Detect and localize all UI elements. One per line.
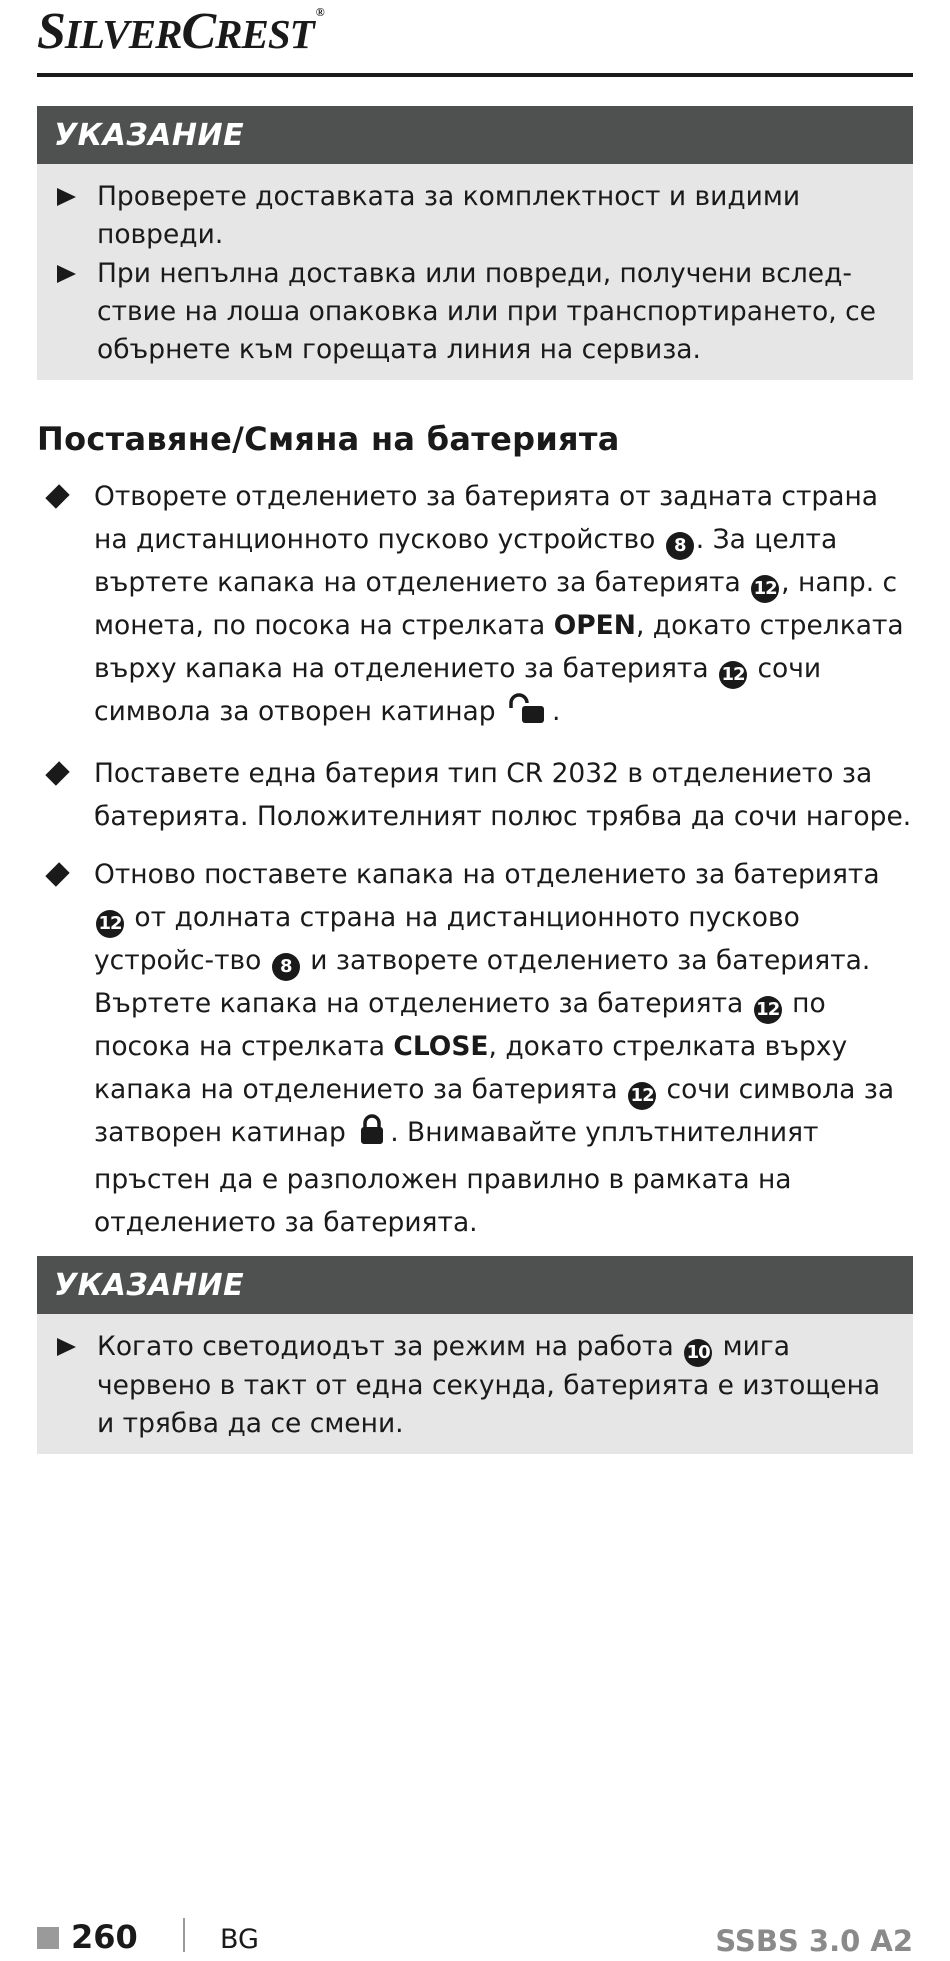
note-box-2 bbox=[37, 1256, 913, 1454]
footer-divider bbox=[183, 1918, 185, 1952]
model-number: SSBS 3.0 A2 bbox=[715, 1924, 913, 1958]
diamond-bullet-icon bbox=[45, 862, 69, 886]
note-item: При непълна доставка или повреди, получени вслед-ствие на лоша опаковка или при транспортирането, се обърнете към горещата линия на сервиза. bbox=[55, 255, 897, 369]
page-number: 260 bbox=[71, 1918, 138, 1956]
step-3: Отново поставете капака на отделението за батерията 12 от долната страна на дистанционното пусково устройс-тво 8 и затворете отделението за батерията. Въртете капака на отделението за батерията 12 по посока на стрелката CLOSE, докато стрелката върху капака на отделението за батерията 12 сочи символа за затворен катинар . Внимавайте уплътнителният пръстен да е разположен правилно в рамката на отделението за батерията. bbox=[37, 853, 917, 1244]
step-1: Отворете отделението за батерията от задната страна на дистанционното пусково устройство 8 . За целта въртете капака на отделението за батерията 12 , напр. с монета, по посока на стрелката OPEN, докато стрелката върху капака на отделението за батерията 12 сочи символа за отворен катинар . bbox=[37, 475, 917, 737]
diamond-bullet-icon bbox=[45, 484, 69, 508]
ref-number-badge: 12 bbox=[751, 575, 779, 603]
page-footer bbox=[37, 1912, 913, 1958]
open-padlock-icon bbox=[507, 692, 549, 737]
step-2: Поставете една батерия тип CR 2032 в отделението за батерията. Положителният полюс трябва да сочи нагоре. bbox=[37, 752, 917, 838]
language-code: BG bbox=[220, 1924, 259, 1955]
ref-number-badge: 8 bbox=[272, 953, 300, 981]
section-heading: Поставяне/Смяна на батерията bbox=[37, 420, 620, 458]
registered-mark: ® bbox=[315, 5, 324, 19]
ref-number-badge: 12 bbox=[719, 661, 747, 689]
arrow-bullet-icon bbox=[57, 1338, 76, 1356]
open-label: OPEN bbox=[553, 610, 636, 641]
close-label: CLOSE bbox=[393, 1031, 489, 1062]
steps-list bbox=[37, 475, 917, 1259]
ref-number-badge: 12 bbox=[754, 996, 782, 1024]
arrow-bullet-icon bbox=[57, 188, 76, 206]
brand-logo bbox=[37, 3, 324, 60]
logo-text: SILVERCREST bbox=[37, 3, 314, 60]
ref-number-badge: 8 bbox=[666, 532, 694, 560]
ref-number-badge: 12 bbox=[96, 910, 124, 938]
closed-padlock-icon bbox=[357, 1113, 387, 1158]
ref-number-badge: 12 bbox=[628, 1082, 656, 1110]
header-rule bbox=[37, 73, 913, 77]
note-item: Когато светодиодът за режим на работа 10 мига червено в такт от една секунда, батерията е изтощена и трябва да се смени. bbox=[55, 1328, 897, 1443]
note-title: УКАЗАНИЕ bbox=[37, 1256, 913, 1314]
note-title: УКАЗАНИЕ bbox=[37, 106, 913, 164]
footer-square-icon bbox=[37, 1927, 59, 1949]
diamond-bullet-icon bbox=[45, 761, 69, 785]
ref-number-badge: 10 bbox=[684, 1339, 712, 1367]
note-item: Проверете доставката за комплектност и видими повреди. bbox=[55, 178, 897, 254]
arrow-bullet-icon bbox=[57, 265, 76, 283]
note-box-1 bbox=[37, 106, 913, 380]
